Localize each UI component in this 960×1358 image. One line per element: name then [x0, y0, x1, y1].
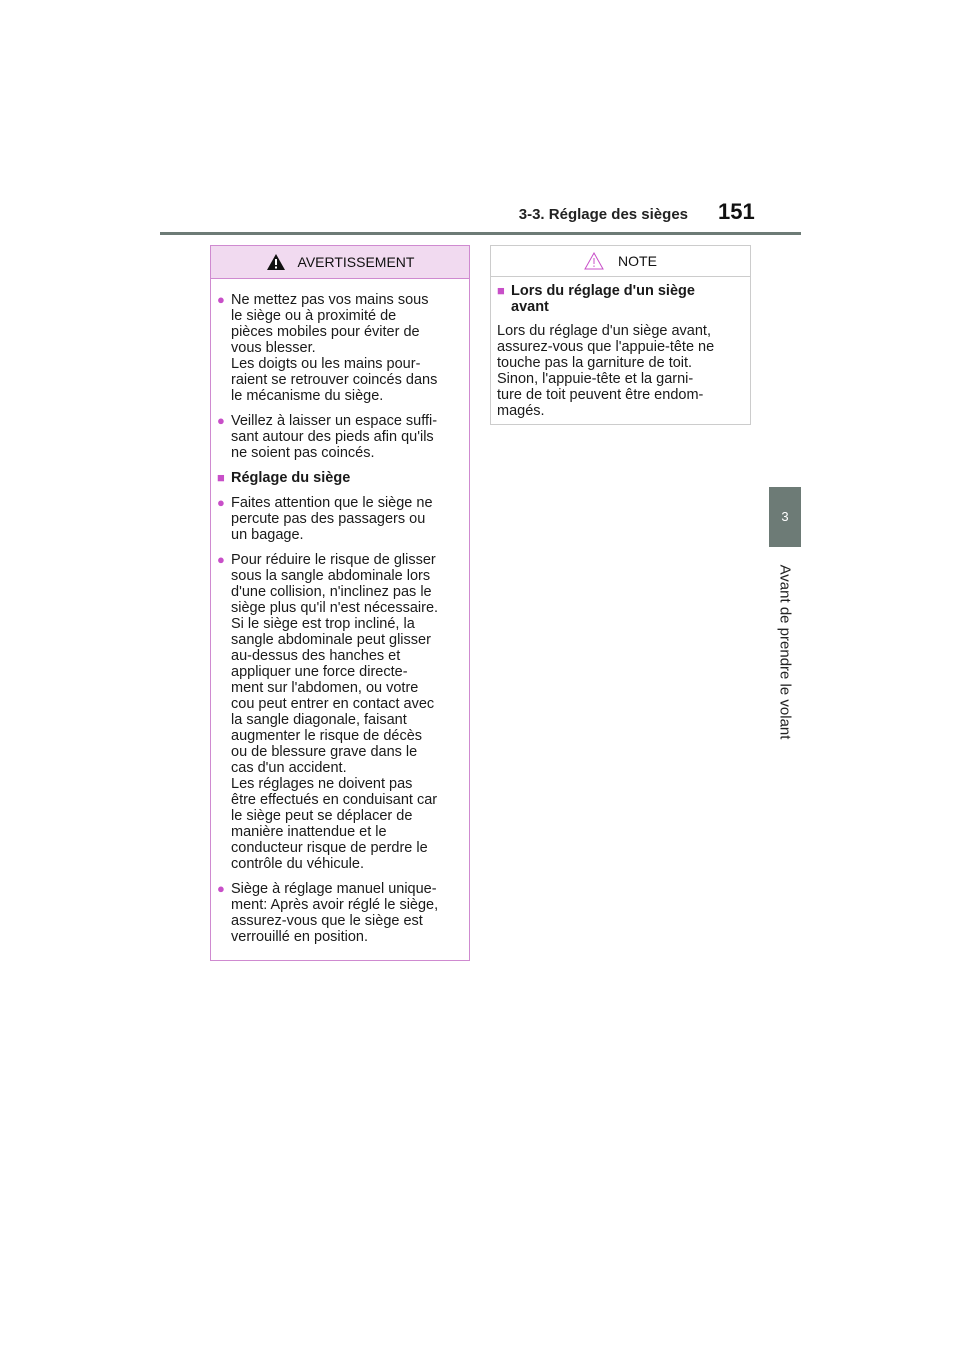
- warning-bullet-item: [217, 552, 461, 872]
- note-subhead-line: Lors du réglage d'un siège: [511, 283, 695, 299]
- note-text-line: ture de toit peuvent être endom-: [497, 387, 704, 403]
- chapter-label: Avant de prendre le volant: [776, 564, 794, 740]
- warning-text-line: au-dessus des hanches et: [231, 648, 401, 664]
- square-bullet-icon: ■: [497, 283, 505, 298]
- warning-text-line: le siège ou à proximité de: [231, 308, 397, 324]
- warning-text-line: Réglage du siège: [231, 470, 351, 486]
- warning-text-line: ne soient pas coincés.: [231, 445, 375, 461]
- round-bullet-icon: ●: [217, 292, 225, 307]
- warning-text-line: Veillez à laisser un espace suffi-: [231, 413, 438, 429]
- warning-text-line: sangle abdominale peut glisser: [231, 632, 431, 648]
- page-number: 151: [718, 199, 755, 224]
- warning-text-line: augmenter le risque de décès: [231, 728, 423, 744]
- warning-text-line: assurez-vous que le siège est: [231, 913, 423, 929]
- warning-text-line: conducteur risque de perdre le: [231, 840, 428, 856]
- warning-text-line: sant autour des pieds afin qu'ils: [231, 429, 434, 445]
- warning-text-line: siège plus qu'il n'est nécessaire.: [231, 600, 439, 616]
- warning-text-line: cou peut entrer en contact avec: [231, 696, 435, 712]
- note-text-line: Sinon, l'appuie-tête et la garni-: [497, 371, 694, 387]
- round-bullet-icon: ●: [217, 552, 225, 567]
- warning-text-line: pièces mobiles pour éviter de: [231, 324, 420, 340]
- caution-triangle-icon: [584, 252, 604, 270]
- note-text-line: touche pas la garniture de toit.: [497, 355, 693, 371]
- warning-box: [210, 245, 470, 961]
- note-text-line: Lors du réglage d'un siège avant,: [497, 323, 711, 339]
- warning-text-line: d'une collision, n'inclinez pas le: [231, 584, 432, 600]
- warning-text-line: ou de blessure grave dans le: [231, 744, 418, 760]
- warning-text-line: raient se retrouver coincés dans: [231, 372, 438, 388]
- warning-text-line: Ne mettez pas vos mains sous: [231, 292, 429, 308]
- warning-bullet-item: [217, 413, 461, 461]
- note-header: [491, 246, 750, 277]
- warning-header: [211, 246, 469, 279]
- warning-bullet-item: [217, 292, 461, 404]
- note-text-line: magés.: [497, 403, 545, 419]
- note-box: [490, 245, 751, 425]
- warning-text-line: Pour réduire le risque de glisser: [231, 552, 436, 568]
- warning-triangle-icon: [266, 253, 286, 271]
- note-text-line: assurez-vous que l'appuie-tête ne: [497, 339, 715, 355]
- warning-text-line: un bagage.: [231, 527, 304, 543]
- round-bullet-icon: ●: [217, 413, 225, 428]
- warning-text-line: contrôle du véhicule.: [231, 856, 364, 872]
- warning-subhead: [217, 470, 461, 486]
- warning-text-line: cas d'un accident.: [231, 760, 347, 776]
- warning-text-line: sous la sangle abdominale lors: [231, 568, 431, 584]
- warning-text-line: Si le siège est trop incliné, la: [231, 616, 415, 632]
- warning-text-line: le siège peut se déplacer de: [231, 808, 413, 824]
- warning-text-line: ment: Après avoir réglé le siège,: [231, 897, 439, 913]
- warning-text-line: Les doigts ou les mains pour-: [231, 356, 421, 372]
- warning-text-line: vous blesser.: [231, 340, 316, 356]
- note-title: NOTE: [618, 253, 657, 269]
- round-bullet-icon: ●: [217, 881, 225, 896]
- note-body: [491, 323, 750, 419]
- round-bullet-icon: ●: [217, 495, 225, 510]
- warning-text-line: ment sur l'abdomen, ou votre: [231, 680, 419, 696]
- chapter-tab: 3: [769, 487, 801, 547]
- warning-text-line: Faites attention que le siège ne: [231, 495, 433, 511]
- warning-bullet-item: [217, 881, 461, 945]
- warning-bullet-item: [217, 495, 461, 543]
- warning-text-line: Les réglages ne doivent pas: [231, 776, 413, 792]
- warning-text-line: la sangle diagonale, faisant: [231, 712, 407, 728]
- note-subhead: [497, 283, 750, 315]
- header-rule: [160, 232, 801, 235]
- warning-text-line: percute pas des passagers ou: [231, 511, 426, 527]
- square-bullet-icon: ■: [217, 470, 225, 485]
- warning-text-line: appliquer une force directe-: [231, 664, 408, 680]
- warning-title: AVERTISSEMENT: [297, 254, 415, 270]
- warning-content: [211, 279, 469, 945]
- warning-text-line: verrouillé en position.: [231, 929, 369, 945]
- note-subhead-line: avant: [511, 299, 549, 315]
- warning-text-line: Siège à réglage manuel unique-: [231, 881, 437, 897]
- warning-text-line: manière inattendue et le: [231, 824, 387, 840]
- warning-text-line: le mécanisme du siège.: [231, 388, 384, 404]
- section-title: 3-3. Réglage des sièges: [518, 206, 688, 223]
- warning-text-line: être effectués en conduisant car: [231, 792, 438, 808]
